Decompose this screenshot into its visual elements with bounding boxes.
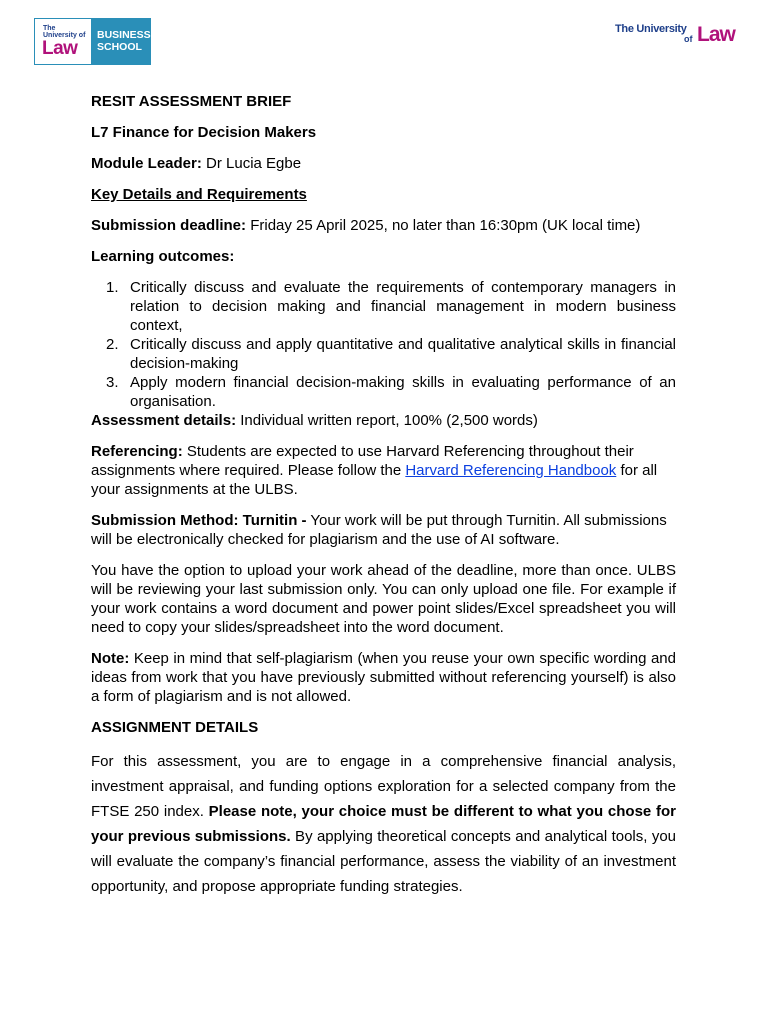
assessment-value: Individual written report, 100% (2,500 words) [236,412,538,429]
submission-method-text: Your work will be put through Turnitin. All submissions will be electronically checked for plagiarism and the use of AI software. [91,512,667,548]
assignment-text-end: By applying theoretical concepts and analytical tools, you will evaluate the company’s financial performance, assess the viability of an investment opportunity, and propose appropriate funding strategies. [91,828,677,895]
module-leader-label: Module Leader: [91,155,202,172]
key-details-heading: Key Details and Requirements [91,186,307,203]
assignment-note: Please note, your choice must be different to what you chose for your previous submissions. [91,803,676,845]
logo-right-university: The University [615,23,687,35]
deadline-value: Friday 25 April 2025, no later than 16:30pm (UK local time) [246,217,641,234]
list-item [106,335,676,373]
submission-method [91,511,676,549]
logo-the: The [43,25,56,32]
document-body [91,92,676,911]
deadline-label: Submission deadline: [91,217,247,234]
list-item-number: 1. [106,279,119,296]
assessment-details [91,411,676,430]
module-title: L7 Finance for Decision Makers [91,124,317,141]
referencing-paragraph [91,442,676,499]
harvard-handbook-link[interactable]: Harvard Referencing Handbook [405,462,617,479]
note-label: Note: [91,650,130,667]
assessment-label: Assessment details: [91,412,237,429]
assignment-paragraph [91,749,676,899]
list-item-text: Critically discuss and apply quantitative and qualitative analytical skills in financial decision-making [130,336,676,372]
logo-business: BUSINESS [97,29,151,41]
note-paragraph [91,649,676,706]
assignment-heading: ASSIGNMENT DETAILS [91,719,259,736]
note-text: Keep in mind that self-plagiarism (when you reuse your own specific wording and ideas from work that you have previously submitted without referencing yourself) is also a form of plagiarism and is not allowed. [91,650,676,705]
business-school-box [92,18,151,65]
logo-right-law: Law [697,23,735,46]
submission-deadline [91,216,676,235]
logo-school: SCHOOL [97,41,142,53]
outcomes-heading: Learning outcomes: [91,248,235,265]
module-leader-value: Dr Lucia Egbe [201,155,302,172]
logo-university-text [43,25,85,39]
logo-right-of: of [684,34,693,44]
ulbs-logo [34,18,151,65]
list-item [106,373,676,411]
ulaw-logo-mark [34,18,92,65]
list-item [106,278,676,335]
module-leader [91,154,676,173]
ulaw-logo [615,22,741,50]
logo-university-of: University of [43,32,86,39]
list-item-text: Critically discuss and evaluate the requirements of contemporary managers in relation to decision making and financial management in modern business context, [130,279,676,334]
submission-method-label: Submission Method: Turnitin - [91,512,307,529]
list-item-number: 2. [106,336,119,353]
list-item-number: 3. [106,374,119,391]
upload-paragraph: You have the option to upload your work ahead of the deadline, more than once. ULBS will be reviewing your last submission only. You can only upload one file. For example if your work contains a word document and power point slides/Excel spreadsheet you will need to copy your slides/spreadsheet into the word document. [91,562,676,636]
doc-title: RESIT ASSESSMENT BRIEF [91,93,292,110]
outcomes-list [91,278,676,411]
logo-law-word: Law [42,38,78,59]
assignment-text: For this assessment, you are to engage in a comprehensive financial analysis, investment appraisal, and funding options exploration for a selected company from the FTSE 250 index. [91,753,676,820]
referencing-text-end: for all your assignments at the ULBS. [91,462,658,498]
referencing-label: Referencing: [91,443,183,460]
referencing-text: Students are expected to use Harvard Referencing throughout their assignments where required. Please follow the [91,443,634,479]
list-item-text: Apply modern financial decision-making skills in evaluating performance of an organisation. [130,374,676,410]
